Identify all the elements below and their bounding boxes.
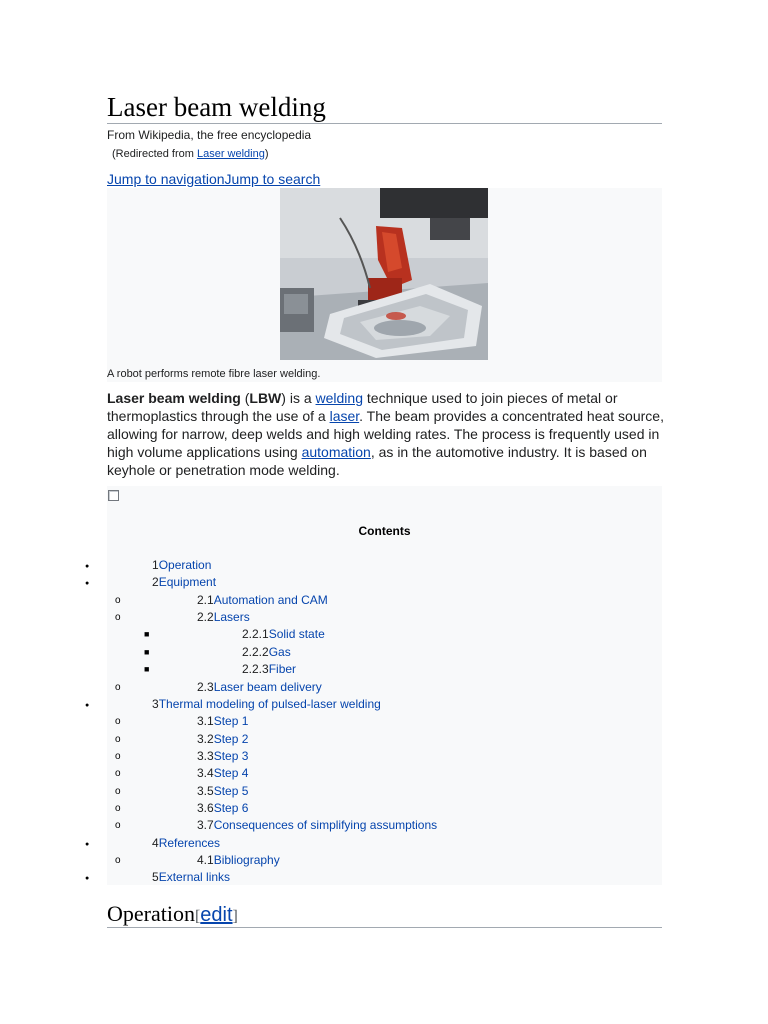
toc-link[interactable] xyxy=(152,696,381,713)
toc-text: Thermal modeling of pulsed-laser welding xyxy=(158,696,381,711)
toc-number: 3.2 xyxy=(197,731,214,746)
toc-bullet: ● xyxy=(85,701,90,709)
welding-link[interactable]: welding xyxy=(315,390,363,406)
toc-text: Solid state xyxy=(268,627,325,642)
robot-welding-photo[interactable] xyxy=(280,188,488,360)
toc-number: 3.1 xyxy=(197,714,214,729)
toc-item xyxy=(0,557,700,574)
toc-text: Step 3 xyxy=(213,748,249,763)
toc-toggle-checkbox[interactable] xyxy=(108,490,119,501)
toc-text: Step 6 xyxy=(213,800,249,815)
intro-text-2: ) is a xyxy=(281,390,316,406)
toc-text: Step 1 xyxy=(213,714,249,729)
toc-link[interactable] xyxy=(152,574,216,591)
toc-item xyxy=(0,869,700,886)
toc-bullet: o xyxy=(115,681,121,693)
toc-link[interactable] xyxy=(197,679,322,696)
toc-item xyxy=(0,644,700,661)
toc-text: Bibliography xyxy=(213,853,280,867)
toc-number: 2.3 xyxy=(197,679,214,694)
toc-item xyxy=(0,748,700,765)
toc-text: External links xyxy=(158,870,231,885)
jump-to-navigation-link[interactable]: Jump to navigation xyxy=(107,171,225,187)
toc-number: 2.2 xyxy=(197,610,214,624)
site-tagline: From Wikipedia, the free encyclopedia xyxy=(107,128,312,142)
toc-text: Step 2 xyxy=(213,731,249,746)
toc-number: 3.4 xyxy=(197,766,214,781)
toc-number: 1 xyxy=(152,558,159,572)
toc-number: 3.7 xyxy=(197,818,214,833)
toc-link[interactable] xyxy=(197,817,437,834)
toc-text: Step 5 xyxy=(213,783,249,798)
toc-text: Gas xyxy=(268,644,291,659)
toc-link[interactable] xyxy=(152,557,211,574)
toc-bullet: ■ xyxy=(144,646,150,657)
toc-item xyxy=(0,765,700,782)
redirect-prefix: (Redirected from xyxy=(112,148,197,160)
toc-text: References xyxy=(158,835,221,850)
toc-link[interactable] xyxy=(197,713,248,730)
toc-bullet: ● xyxy=(85,580,90,588)
toc-item xyxy=(0,835,700,852)
toc-link[interactable] xyxy=(242,626,325,643)
toc-item xyxy=(0,817,700,834)
title-divider xyxy=(107,123,662,124)
toc-item xyxy=(0,696,700,713)
toc-item xyxy=(0,626,700,643)
edit-section-link[interactable]: edit xyxy=(200,904,233,926)
toc-bullet: o xyxy=(115,802,121,814)
toc-bullet: o xyxy=(115,612,121,623)
toc-bullet: o xyxy=(115,716,121,728)
toc-link[interactable] xyxy=(197,609,250,626)
toc-bullet: ● xyxy=(85,875,90,883)
toc-number: 2 xyxy=(152,575,159,590)
toc-link[interactable] xyxy=(242,644,291,661)
page-title: Laser beam welding xyxy=(107,92,326,122)
toc-text: Equipment xyxy=(158,575,217,590)
toc-number: 4 xyxy=(152,835,159,850)
toc-text: Operation xyxy=(158,558,212,572)
toc-text: Consequences of simplifying assumptions xyxy=(213,818,438,833)
operation-heading-text: Operation xyxy=(107,901,195,926)
toc-text: Step 4 xyxy=(213,766,249,781)
toc-bullet: o xyxy=(115,733,121,745)
toc-link[interactable] xyxy=(152,835,220,852)
toc-link[interactable] xyxy=(197,783,248,800)
toc-bullet: ■ xyxy=(144,629,150,640)
toc-bullet: ● xyxy=(85,840,90,848)
toc-bullet: o xyxy=(115,785,121,797)
toc-item xyxy=(0,800,700,817)
toc-bullet: o xyxy=(115,750,121,762)
toc-link[interactable] xyxy=(152,869,230,886)
toc-text: Lasers xyxy=(213,610,250,624)
intro-text-5: , as in the automotive industry. It is based on keyhole or penetration mode welding. xyxy=(107,444,647,478)
toc-link[interactable] xyxy=(242,661,296,678)
toc-bullet: ■ xyxy=(144,664,150,675)
toc-title: Contents xyxy=(358,524,411,538)
automation-link[interactable]: automation xyxy=(301,444,371,460)
toc-item xyxy=(0,574,700,591)
robot-welding-illustration xyxy=(280,188,488,360)
intro-paragraph xyxy=(107,389,667,479)
toc-link[interactable] xyxy=(197,731,248,748)
intro-abbr: LBW xyxy=(249,390,282,406)
toc-bullet: o xyxy=(115,594,121,606)
toc-item xyxy=(0,731,700,748)
toc-item xyxy=(0,609,700,626)
redirect-notice xyxy=(112,148,269,160)
toc-number: 4.1 xyxy=(197,853,214,867)
redirect-suffix: ) xyxy=(264,148,269,160)
toc-item xyxy=(0,679,700,696)
intro-text-3: technique used to join pieces of metal or thermoplastics through the use of a xyxy=(107,390,618,424)
toc-link[interactable] xyxy=(197,592,328,609)
toc-link[interactable] xyxy=(197,765,248,782)
toc-link[interactable] xyxy=(197,852,280,869)
toc-number: 3 xyxy=(152,696,159,711)
toc-bullet: o xyxy=(115,768,121,780)
toc-item xyxy=(0,852,700,869)
redirect-link[interactable]: Laser welding xyxy=(196,148,265,160)
toc-number: 3.6 xyxy=(197,800,214,815)
intro-text-1: ( xyxy=(240,390,250,406)
toc-item xyxy=(0,592,700,609)
intro-text-4: . The beam provides a concentrated heat source, allowing for narrow, deep welds and high welding rates. The process is frequently used in high volume applications using xyxy=(107,408,664,460)
toc-bullet: o xyxy=(115,855,121,866)
section-divider xyxy=(107,927,662,928)
intro-term: Laser beam welding xyxy=(107,390,241,406)
jump-to-search-link[interactable]: Jump to search xyxy=(224,171,321,187)
toc-item xyxy=(0,713,700,730)
toc-number: 2.2.2 xyxy=(242,644,269,659)
figure-caption: A robot performs remote fibre laser welding. xyxy=(107,368,321,380)
toc-number: 2.2.1 xyxy=(242,627,269,642)
edit-bracket-close: ] xyxy=(232,908,238,925)
toc-number: 3.3 xyxy=(197,748,214,763)
toc-link[interactable] xyxy=(197,748,248,765)
toc-link[interactable] xyxy=(197,800,248,817)
toc-bullet: o xyxy=(115,820,121,832)
toc-item xyxy=(0,783,700,800)
toc-text: Fiber xyxy=(268,662,297,677)
edit-bracket-open: [ xyxy=(194,908,201,925)
toc-number: 2.1 xyxy=(197,592,214,607)
toc-number: 5 xyxy=(152,870,159,885)
toc-text: Laser beam delivery xyxy=(213,679,322,694)
laser-link[interactable]: laser xyxy=(329,408,360,424)
toc-number: 2.2.3 xyxy=(242,662,269,677)
toc-text: Automation and CAM xyxy=(213,592,328,607)
toc-number: 3.5 xyxy=(197,783,214,798)
jump-links xyxy=(107,171,320,187)
toc-bullet: ● xyxy=(85,563,90,570)
toc-item xyxy=(0,661,700,678)
